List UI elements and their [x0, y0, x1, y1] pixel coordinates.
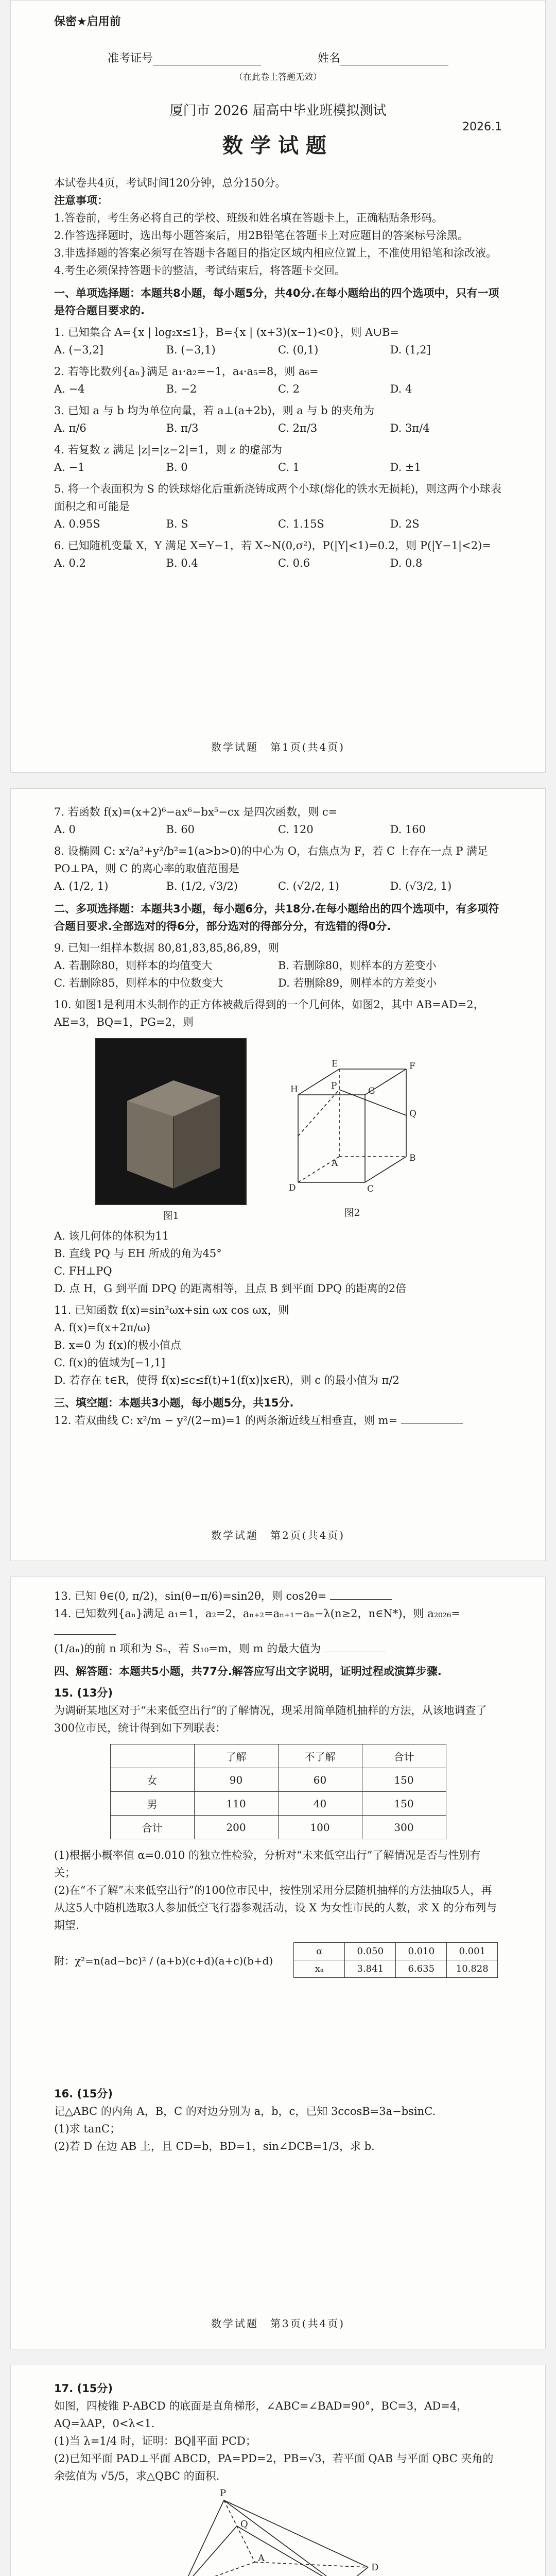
table-cell: 300 — [362, 1816, 446, 1839]
figure-2 — [267, 1038, 437, 1219]
option-c: C. 若删除85，则样本的中位数变大 — [54, 977, 223, 990]
question-body: 为调研某地区对于“未来低空出行”的了解情况，现采用简单随机抽样的方法，从该地调查了300位市民，统计得到如下列联表： — [54, 1704, 487, 1735]
question-14-continued — [54, 1640, 502, 1657]
option-a: A. (−3,2] — [54, 344, 103, 357]
table-cell: 3.841 — [345, 1960, 396, 1978]
option-a: A. −1 — [54, 461, 85, 474]
table-cell: 6.635 — [396, 1960, 447, 1978]
question-stem: 1. 已知集合 A={x | log₂x≤1}，B={x | (x+3)(x−1)<0}，则 A∪B= — [54, 326, 399, 339]
answer-blank — [330, 1590, 392, 1600]
invalid-answer-warning: （在此卷上答题无效） — [234, 72, 322, 82]
question-1 — [54, 324, 502, 359]
option-a: A. −4 — [54, 383, 85, 396]
notes-title: 注意事项： — [54, 194, 108, 207]
svg-text:P: P — [220, 2488, 227, 2499]
sub-question: (2)已知平面 PAD⊥平面 ABCD，PA=PD=2，PB=√3，若平面 QAB 与平面 QBC 夹角的余弦值为 √5/5，求△QBC 的面积. — [54, 2452, 494, 2483]
note-item: 1.答卷前，考生务必将自己的学校、班级和姓名填在答题卡上，正确粘贴条形码。 — [54, 212, 443, 225]
page-footer: 数学试题 第2页(共4页) — [211, 1529, 345, 1541]
confidential-mark: 保密★启用前 — [54, 15, 121, 28]
contingency-table — [110, 1744, 446, 1839]
question-stem: 4. 若复数 z 满足 |z|=|z−2|=1，则 z 的虚部为 — [54, 444, 283, 456]
question-stem: 11. 已知函数 f(x)=sin²ωx+sin ωx cos ωx，则 — [54, 1304, 289, 1317]
option-b: B. 0.4 — [166, 557, 198, 570]
figure-1 — [95, 1038, 247, 1222]
question-stem: 10. 如图1是利用木头制作的正方体被截后得到的一个几何体，如图2，其中 AB=AD=2，AE=3，BQ=1，PG=2，则 — [54, 998, 484, 1029]
svg-text:Q: Q — [240, 2519, 248, 2530]
table-row — [110, 1792, 446, 1816]
question-stem: (1/aₙ)的前 n 项和为 Sₙ，若 S₁₀=m，则 m 的最大值为 — [54, 1642, 321, 1655]
option-b: B. 60 — [166, 823, 195, 836]
option-d: D. (1,2] — [390, 344, 431, 357]
question-8 — [54, 842, 502, 895]
question-11 — [54, 1301, 502, 1389]
table-cell: xₐ — [294, 1960, 345, 1978]
svg-text:D: D — [289, 1183, 296, 1194]
option-a: A. 该几何体的体积为11 — [54, 1230, 169, 1243]
chi-square-formula: 附：χ²=n(ad−bc)² / (a+b)(c+d)(a+c)(b+d) — [54, 1955, 273, 1968]
option-c: C. 1 — [278, 461, 300, 474]
figure-1-caption: 图1 — [163, 1210, 179, 1222]
question-14 — [54, 1605, 502, 1640]
critical-value-table — [293, 1942, 498, 1978]
svg-text:B: B — [409, 1153, 416, 1164]
option-a: A. 0 — [54, 823, 76, 836]
section-heading: 四、解答题：本题共5小题，共77分.解答应写出文字说明，证明过程或演算步骤. — [54, 1665, 442, 1678]
option-d: D. 4 — [390, 383, 412, 396]
exam-page-2 — [10, 788, 546, 1561]
question-10-figures — [95, 1038, 502, 1222]
question-stem: 5. 将一个表面积为 S 的铁球熔化后重新浇铸成两个小球(熔化的铁水无损耗)，则这两个小球表面积之和可能是 — [54, 483, 501, 513]
option-a: A. π/6 — [54, 422, 86, 435]
note-item: 2.作答选择题时，选出每小题答案后，用2B铅笔在答题卡上对应题目的答案标号涂黑。 — [54, 229, 468, 242]
sub-question: (1)根据小概率值 α=0.010 的独立性检验，分析对“未来低空出行”了解情况是否与性别有关； — [54, 1849, 481, 1879]
svg-text:C: C — [367, 1184, 374, 1195]
table-header-cell: 了解 — [194, 1744, 278, 1768]
exam-header — [54, 100, 502, 133]
reference-formula — [54, 1942, 502, 1978]
figure-2-caption: 图2 — [344, 1207, 360, 1219]
name-label: 姓名 — [318, 52, 341, 65]
page-footer: 数学试题 第3页(共4页) — [211, 2317, 345, 2330]
table-cell: 90 — [194, 1768, 278, 1792]
option-c: C. 0.6 — [278, 557, 310, 570]
question-stem: 9. 已知一组样本数据 80,81,83,85,86,89，则 — [54, 942, 280, 955]
table-header-row — [110, 1744, 446, 1768]
option-c: C. 2 — [278, 383, 300, 396]
option-d: D. 点 H，G 到平面 DPQ 的距离相等，且点 B 到平面 DPQ 的距离的2倍 — [54, 1282, 407, 1295]
question-16 — [54, 2085, 502, 2155]
question-12 — [54, 1412, 502, 1429]
option-b: B. 0 — [166, 461, 188, 474]
table-cell: 200 — [194, 1816, 278, 1839]
option-d: D. 若删除89，则样本的方差变小 — [278, 977, 437, 990]
table-header-cell: 不了解 — [278, 1744, 362, 1768]
question-15 — [54, 1684, 502, 1978]
table-header-cell: 合计 — [362, 1744, 446, 1768]
option-b: B. 直线 PQ 与 EH 所成的角为45° — [54, 1247, 222, 1260]
option-b: B. S — [166, 518, 188, 531]
table-cell: 40 — [278, 1792, 362, 1816]
option-a: A. 0.95S — [54, 518, 100, 531]
question-9 — [54, 939, 502, 992]
table-header-cell — [110, 1744, 194, 1768]
svg-text:D: D — [371, 2562, 379, 2573]
option-b: B. 若删除80，则样本的方差变小 — [278, 959, 437, 972]
option-c: C. 120 — [278, 823, 314, 836]
option-a: A. (1/2, 1) — [54, 880, 109, 893]
question-stem: 12. 若双曲线 C: x²/m − y²/(2−m)=1 的两条渐近线互相垂直，则 m= — [54, 1414, 398, 1427]
exam-title: 数学试题 — [222, 134, 334, 158]
option-c: C. (√2/2, 1) — [278, 880, 339, 893]
sub-question: (1)求 tanC； — [54, 2123, 120, 2136]
option-d: D. 3π/4 — [390, 422, 430, 435]
question-body: 如图，四棱锥 P-ABCD 的底面是直角梯形，∠ABC=∠BAD=90°，BC=3，AD=4，AQ=λAP，0<λ<1. — [54, 2400, 468, 2430]
option-b: B. −2 — [166, 383, 197, 396]
table-cell: 女 — [110, 1768, 194, 1792]
answer-blank — [324, 1642, 386, 1652]
exam-number-field — [153, 54, 261, 65]
svg-text:A: A — [258, 2553, 265, 2564]
option-d: D. 0.8 — [390, 557, 423, 570]
table-header-cell: 0.001 — [447, 1943, 498, 1960]
table-cell: 110 — [194, 1792, 278, 1816]
table-header-cell: 0.010 — [396, 1943, 447, 1960]
question-10 — [54, 996, 502, 1297]
option-a: A. f(x)=f(x+2π/ω) — [54, 1321, 151, 1334]
option-c: C. 1.15S — [278, 518, 324, 531]
option-d: D. 2S — [390, 518, 420, 531]
cube-photo — [95, 1038, 247, 1205]
exam-date: 2026.1 — [462, 121, 502, 133]
question-stem: 13. 已知 θ∈(0, π/2)，sin(θ−π/6)=sin2θ，则 cos2θ= — [54, 1590, 327, 1602]
exam-page-1 — [10, 0, 546, 773]
table-row — [110, 1816, 446, 1839]
option-b: B. (1/2, √3/2) — [166, 880, 238, 893]
section-heading: 一、单项选择题：本题共8小题，每小题5分，共40分.在每小题给出的四个选项中，只有一项是符合题目要求的. — [54, 287, 499, 317]
exam-header-text: 厦门市 2026 届高中毕业班模拟测试 — [169, 103, 387, 118]
table-row — [110, 1768, 446, 1792]
option-c: C. f(x)的值域为[−1,1] — [54, 1357, 166, 1369]
question-stem: 2. 若等比数列{aₙ}满足 a₁·a₂=−1，a₄·a₅=8，则 a₆= — [54, 365, 319, 378]
option-c: C. FH⊥PQ — [54, 1265, 112, 1278]
question-stem: 6. 已知随机变量 X，Y 满足 X=Y−1，若 X~N(0,σ²)，P(|Y|<1)=0.2，则 P(|Y−1|<2)= — [54, 539, 491, 552]
table-cell: 150 — [362, 1768, 446, 1792]
option-c: C. 2π/3 — [278, 422, 318, 435]
svg-text:G: G — [368, 1086, 375, 1097]
question-5 — [54, 480, 502, 533]
question-6 — [54, 537, 502, 572]
question-heading: 16. (15分) — [54, 2088, 113, 2100]
question-stem: 3. 已知 a 与 b 均为单位向量，若 a⊥(a+2b)，则 a 与 b 的夹角为 — [54, 404, 375, 417]
exam-page-4 — [10, 2365, 546, 2576]
table-cell: 150 — [362, 1792, 446, 1816]
answer-blank — [54, 1625, 116, 1635]
section-heading: 三、填空题：本题共3小题，每小题5分，共15分. — [54, 1397, 294, 1410]
table-cell: 合计 — [110, 1816, 194, 1839]
svg-text:P: P — [331, 1081, 337, 1092]
table-cell: 男 — [110, 1792, 194, 1816]
question-heading: 17. (15分) — [54, 2382, 113, 2395]
table-cell: 100 — [278, 1816, 362, 1839]
option-d: D. 若存在 t∈R，使得 f(x)≤c≤f(t)+1(f(x)|x∈R)，则 c 的最小值为 π/2 — [54, 1374, 399, 1387]
name-field — [340, 54, 448, 65]
svg-text:Q: Q — [409, 1109, 416, 1120]
option-b: B. x=0 为 f(x)的极小值点 — [54, 1339, 181, 1352]
option-a: A. 若删除80，则样本的均值变大 — [54, 959, 213, 972]
question-4 — [54, 441, 502, 476]
page-footer: 数学试题 第1页(共4页) — [211, 741, 345, 753]
question-stem: 14. 已知数列{aₙ}满足 a₁=1，a₂=2，aₙ₊₂=aₙ₊₁−aₙ−λ(n≥2，n∈N*)，则 a₂₀₂₆= — [54, 1607, 461, 1620]
table-header-cell: α — [294, 1943, 345, 1960]
question-heading: 15. (13分) — [54, 1687, 113, 1700]
sub-question: (2)若 D 在边 AB 上，且 CD=b，BD=1，sin∠DCB=1/3，求 b. — [54, 2140, 375, 2153]
exam-intro: 本试卷共4页，考试时间120分钟，总分150分。 — [54, 177, 286, 189]
question-stem: 7. 若函数 f(x)=(x+2)⁶−ax⁶−bx⁵−cx 是四次函数，则 c= — [54, 806, 338, 818]
option-b: B. π/3 — [166, 422, 199, 435]
candidate-info — [54, 49, 502, 65]
option-c: C. (0,1) — [278, 344, 319, 357]
question-stem: 8. 设椭圆 C: x²/a²+y²/b²=1(a>b>0)的中心为 O，右焦点为 F，若 C 上存在一点 P 满足 PO⊥PA，则 C 的离心率的取值范围是 — [54, 845, 489, 875]
svg-text:F: F — [409, 1061, 415, 1072]
table-header-cell: 0.050 — [345, 1943, 396, 1960]
question-7 — [54, 803, 502, 838]
option-b: B. (−3,1) — [166, 344, 216, 357]
question-3 — [54, 402, 502, 437]
pyramid-diagram — [54, 2485, 497, 2576]
option-a: A. 0.2 — [54, 557, 86, 570]
exam-number-label: 准考证号 — [107, 52, 153, 65]
option-d: D. (√3/2, 1) — [390, 880, 452, 893]
sub-question: (2)在“不了解”未来低空出行”的100位市民中，按性别采用分层随机抽样的方法抽取5人，再从这5人中随机选取3人参加低空飞行器参观活动，设 X 为女性市民的人数，求 X 的分布列与期望. — [54, 1884, 497, 1932]
sub-question: (1)当 λ=1/4 时，证明：BQ∥平面 PCD； — [54, 2435, 256, 2448]
answer-blank — [401, 1414, 463, 1424]
question-13 — [54, 1587, 502, 1605]
svg-text:A: A — [332, 1158, 338, 1169]
prism-diagram — [267, 1038, 437, 1203]
question-2 — [54, 363, 502, 398]
svg-text:E: E — [332, 1059, 338, 1070]
table-cell: 60 — [278, 1768, 362, 1792]
question-17 — [54, 2380, 502, 2576]
table-header-row — [294, 1943, 498, 1960]
option-d: D. 160 — [390, 823, 426, 836]
note-item: 3.非选择题的答案必须写在答题卡各题目的指定区域内相应位置上，不准使用铅笔和涂改液。 — [54, 247, 497, 260]
table-cell: 10.828 — [447, 1960, 498, 1978]
svg-text:H: H — [290, 1084, 298, 1095]
section-heading: 二、多项选择题：本题共3小题，每小题6分，共18分.在每小题给出的四个选项中，有多项符合题目要求.全部选对的得6分，部分选对的得部分分，有选错的得0分. — [54, 903, 499, 933]
table-row — [294, 1960, 498, 1978]
question-body: 记△ABC 的内角 A，B，C 的对边分别为 a，b，c，已知 3ccosB=3a−bsinC. — [54, 2105, 436, 2118]
note-item: 4.考生必须保持答题卡的整洁，考试结束后，将答题卡交回。 — [54, 264, 346, 277]
option-d: D. ±1 — [390, 461, 421, 474]
exam-page-3 — [10, 1577, 546, 2349]
